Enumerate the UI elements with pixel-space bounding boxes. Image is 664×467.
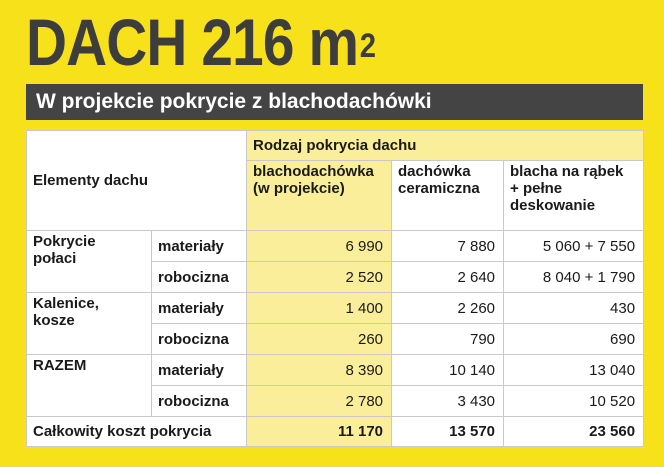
table-cell: 260 <box>247 324 392 355</box>
table-cell: 7 880 <box>392 231 504 262</box>
total-row <box>27 417 644 447</box>
cost-table <box>26 130 644 447</box>
table-row <box>27 293 644 324</box>
table-header-row <box>27 131 644 161</box>
elements-header: Elementy dachu <box>27 131 247 231</box>
table-cell: 8 390 <box>247 355 392 386</box>
table-cell: 2 520 <box>247 262 392 293</box>
table-cell: 13 040 <box>504 355 644 386</box>
table-cell: 1 400 <box>247 293 392 324</box>
table-cell: 690 <box>504 324 644 355</box>
table-row <box>27 231 644 262</box>
row-kind: materiały <box>152 293 247 324</box>
row-kind: materiały <box>152 231 247 262</box>
group-label: Pokrycie połaci <box>27 231 152 293</box>
table-cell: 10 140 <box>392 355 504 386</box>
table-cell: 5 060 + 7 550 <box>504 231 644 262</box>
table-cell: 430 <box>504 293 644 324</box>
total-cell: 23 560 <box>504 417 644 447</box>
table-cell: 2 640 <box>392 262 504 293</box>
total-label: Całkowity koszt pokrycia <box>27 417 247 447</box>
table-cell: 2 780 <box>247 386 392 417</box>
group-label: Kalenice, kosze <box>27 293 152 355</box>
subtitle-text: W projekcie pokrycie z blachodachówki <box>36 90 432 113</box>
subtitle-bar <box>26 84 643 120</box>
type-header: Rodzaj pokrycia dachu <box>247 131 644 161</box>
title-text: DACH 216 m <box>26 5 359 79</box>
page-title <box>26 2 375 82</box>
group-label: RAZEM <box>27 355 152 417</box>
total-cell: 13 570 <box>392 417 504 447</box>
table-row <box>27 355 644 386</box>
table-cell: 790 <box>392 324 504 355</box>
table-cell: 10 520 <box>504 386 644 417</box>
table-cell: 3 430 <box>392 386 504 417</box>
row-kind: materiały <box>152 355 247 386</box>
title-superscript: 2 <box>359 27 376 65</box>
row-kind: robocizna <box>152 324 247 355</box>
column-header: dachówka ceramiczna <box>392 161 504 231</box>
table-cell: 6 990 <box>247 231 392 262</box>
total-cell: 11 170 <box>247 417 392 447</box>
row-kind: robocizna <box>152 262 247 293</box>
column-header: blacha na rąbek + pełne deskowanie <box>504 161 644 231</box>
row-kind: robocizna <box>152 386 247 417</box>
table-cell: 2 260 <box>392 293 504 324</box>
table-cell: 8 040 + 1 790 <box>504 262 644 293</box>
column-header: blachodachówka (w projekcie) <box>247 161 392 231</box>
